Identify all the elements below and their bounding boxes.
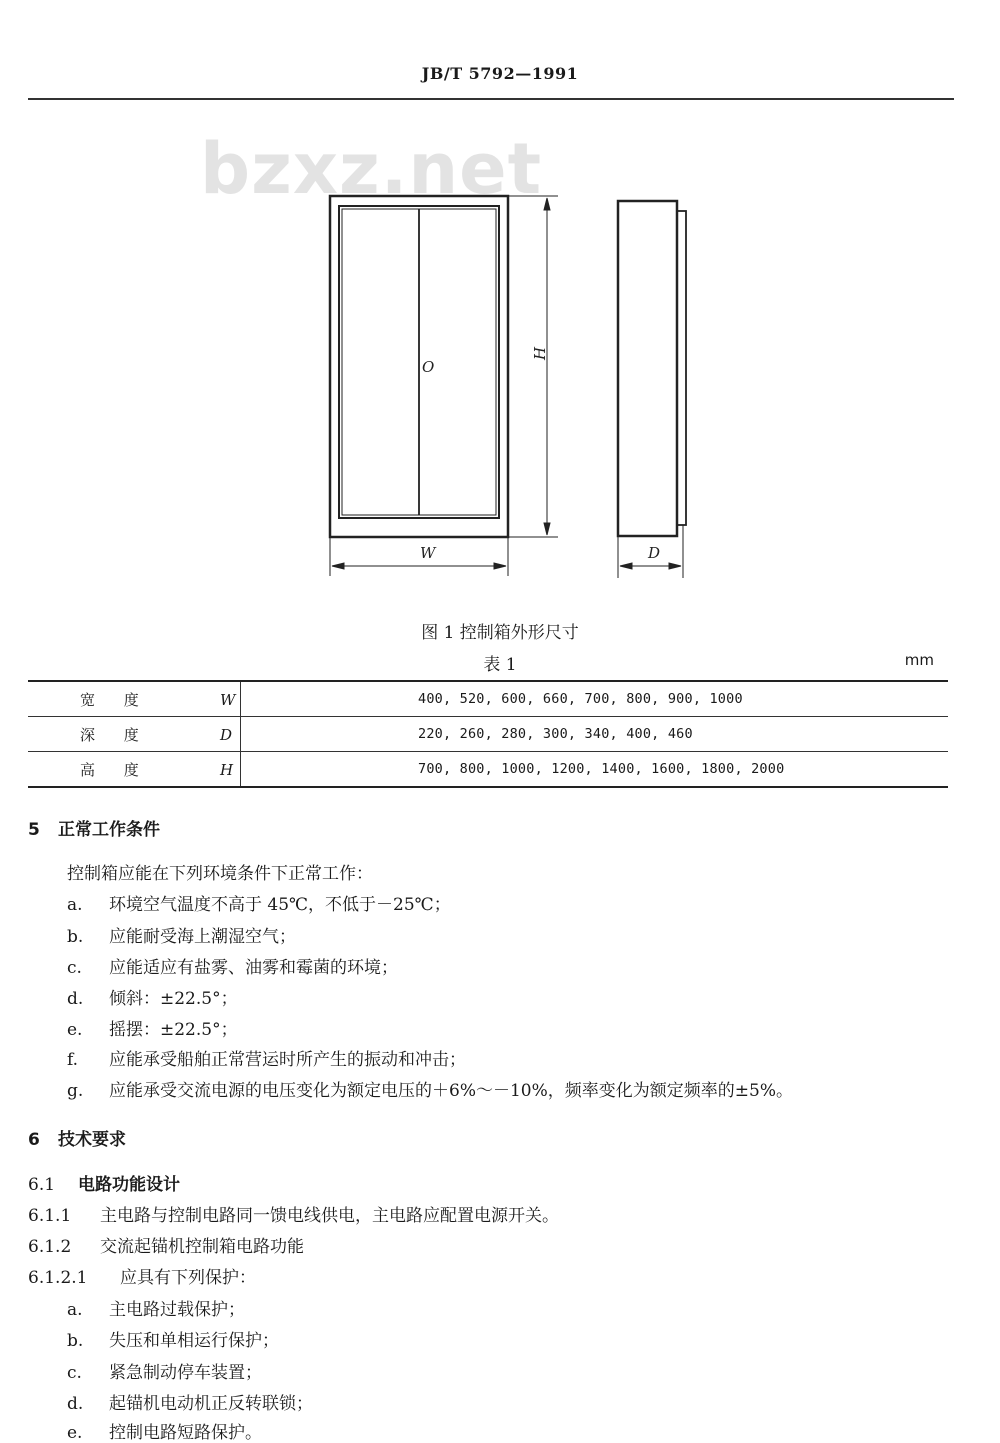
label-height: H bbox=[531, 346, 549, 360]
label-center: O bbox=[422, 358, 435, 376]
row-values: 220, 260, 280, 300, 340, 400, 460 bbox=[241, 717, 949, 752]
watermark: bzxz.net bbox=[200, 128, 543, 210]
list-item: e. 摇摆：±22.5°； bbox=[67, 1020, 238, 1040]
section-number: 5 bbox=[28, 820, 40, 840]
list-item: c. 应能适应有盐雾、油雾和霉菌的环境； bbox=[67, 958, 398, 978]
section-5-heading bbox=[28, 815, 160, 840]
list-item: b. 应能耐受海上潮湿空气； bbox=[67, 927, 296, 947]
section-number: 6 bbox=[28, 1130, 40, 1150]
section-6-heading bbox=[28, 1125, 126, 1150]
section-title: 正常工作条件 bbox=[58, 820, 160, 840]
list-item: d. 倾斜：±22.5°； bbox=[67, 989, 238, 1009]
row-name: 高 度 bbox=[80, 760, 151, 779]
table-title: 表 1 bbox=[483, 655, 517, 675]
front-view bbox=[330, 196, 558, 576]
table-row bbox=[28, 752, 948, 788]
label-width: W bbox=[420, 544, 436, 562]
section-5-intro: 控制箱应能在下列环境条件下正常工作： bbox=[67, 864, 373, 884]
row-name: 宽 度 bbox=[80, 690, 151, 709]
table-unit: mm bbox=[904, 651, 934, 669]
list-item: d. 起锚机电动机正反转联锁； bbox=[67, 1394, 313, 1414]
subsection-6-1-2-1: 6.1.2.1 应具有下列保护： bbox=[28, 1268, 256, 1288]
list-item: b. 失压和单相运行保护； bbox=[67, 1331, 279, 1351]
row-symbol: W bbox=[220, 690, 236, 709]
figure-control-box-outline bbox=[0, 0, 1000, 600]
row-symbol: D bbox=[220, 725, 233, 744]
table-row bbox=[28, 681, 948, 717]
document-header-code: JB/T 5792—1991 bbox=[421, 64, 579, 83]
list-item: c. 紧急制动停车装置； bbox=[67, 1363, 262, 1383]
dimensions-table bbox=[28, 680, 948, 788]
list-item: f. 应能承受船舶正常营运时所产生的振动和冲击； bbox=[67, 1050, 466, 1070]
list-item: a. 环境空气温度不高于 45℃，不低于－25℃； bbox=[67, 895, 451, 915]
list-item: e. 控制电路短路保护。 bbox=[67, 1423, 262, 1443]
label-depth: D bbox=[648, 544, 661, 562]
side-view bbox=[618, 201, 686, 578]
subsection-6-1-1: 6.1.1 主电路与控制电路同一馈电线供电，主电路应配置电源开关。 bbox=[28, 1206, 559, 1226]
row-values: 700, 800, 1000, 1200, 1400, 1600, 1800, 2000 bbox=[241, 752, 949, 788]
row-symbol: H bbox=[220, 760, 234, 779]
list-item: g. 应能承受交流电源的电压变化为额定电压的＋6%～－10%，频率变化为额定频率的±5%。 bbox=[67, 1081, 793, 1101]
table-row bbox=[28, 717, 948, 752]
row-name: 深 度 bbox=[80, 725, 151, 744]
row-values: 400, 520, 600, 660, 700, 800, 900, 1000 bbox=[241, 681, 949, 717]
section-title: 技术要求 bbox=[58, 1130, 126, 1150]
subsection-6-1-2: 6.1.2 交流起锚机控制箱电路功能 bbox=[28, 1237, 304, 1257]
list-item: a. 主电路过载保护； bbox=[67, 1300, 245, 1320]
figure-caption: 图 1 控制箱外形尺寸 bbox=[421, 623, 579, 643]
subsection-6-1: 6.1 电路功能设计 bbox=[28, 1175, 180, 1195]
